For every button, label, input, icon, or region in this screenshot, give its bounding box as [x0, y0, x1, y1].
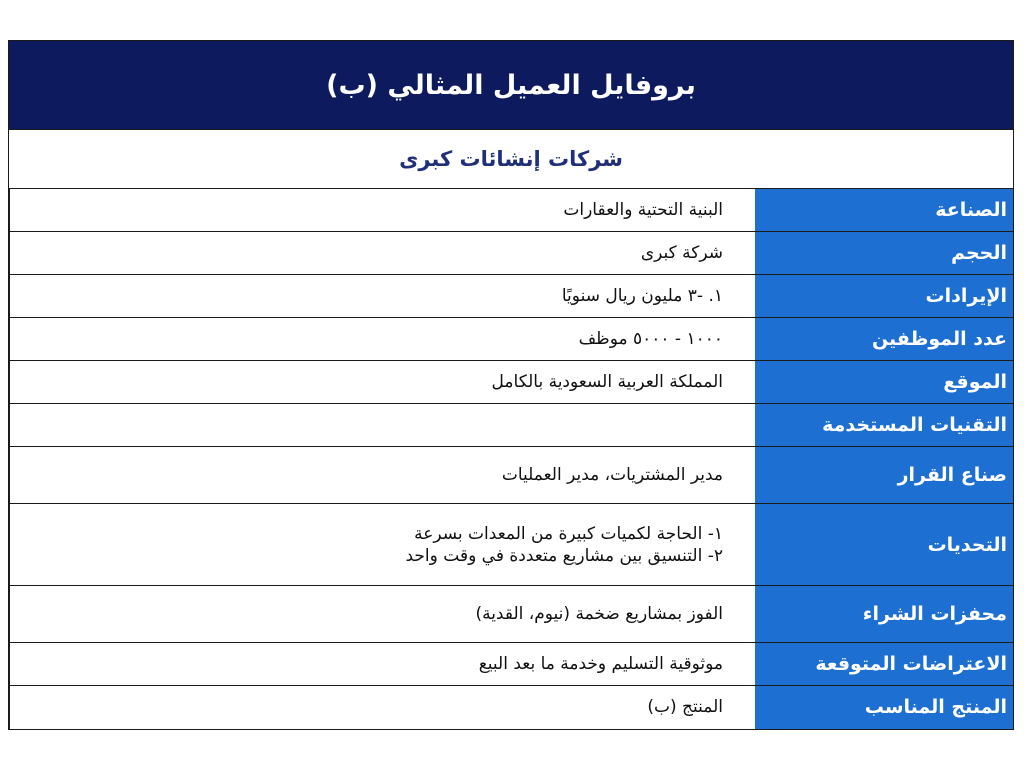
profile-title: بروفايل العميل المثالي (ب)	[9, 41, 1013, 129]
table-row	[10, 232, 1014, 275]
suitable-product-value: المنتج (ب)	[10, 686, 756, 729]
purchase-drivers-value: الفوز بمشاريع ضخمة (نيوم، القدية)	[10, 586, 756, 643]
size-label: الحجم	[755, 232, 1013, 275]
table-row	[10, 586, 1014, 643]
table-row	[10, 643, 1014, 686]
challenge-item: ٢- التنسيق بين مشاريع متعددة في وقت واحد	[405, 545, 723, 566]
revenue-label: الإيرادات	[755, 275, 1013, 318]
technologies-label: التقنيات المستخدمة	[755, 404, 1013, 447]
customer-profile-card	[8, 40, 1014, 730]
table-row	[10, 361, 1014, 404]
table-row	[10, 189, 1014, 232]
challenges-value	[10, 504, 756, 586]
table-row	[10, 275, 1014, 318]
employees-label: عدد الموظفين	[755, 318, 1013, 361]
expected-objections-label: الاعتراضات المتوقعة	[755, 643, 1013, 686]
revenue-value: ١. -٣ مليون ريال سنويًا	[10, 275, 756, 318]
table-row	[10, 447, 1014, 504]
table-row	[10, 318, 1014, 361]
table-row	[10, 404, 1014, 447]
technologies-value	[10, 404, 756, 447]
location-label: الموقع	[755, 361, 1013, 404]
size-value: شركة كبرى	[10, 232, 756, 275]
table-row	[10, 504, 1014, 586]
industry-value: البنية التحتية والعقارات	[10, 189, 756, 232]
location-value: المملكة العربية السعودية بالكامل	[10, 361, 756, 404]
profile-table	[9, 188, 1013, 729]
expected-objections-value: موثوقية التسليم وخدمة ما بعد البيع	[10, 643, 756, 686]
challenge-item: ١- الحاجة لكميات كبيرة من المعدات بسرعة	[414, 523, 723, 544]
employees-value: ١٠٠٠ - ٥٠٠٠ موظف	[10, 318, 756, 361]
suitable-product-label: المنتج المناسب	[755, 686, 1013, 729]
profile-subtitle: شركات إنشائات كبرى	[9, 129, 1013, 188]
table-row	[10, 686, 1014, 729]
decision-makers-value: مدير المشتريات، مدير العمليات	[10, 447, 756, 504]
challenges-label: التحديات	[755, 504, 1013, 586]
purchase-drivers-label: محفزات الشراء	[755, 586, 1013, 643]
industry-label: الصناعة	[755, 189, 1013, 232]
decision-makers-label: صناع القرار	[755, 447, 1013, 504]
